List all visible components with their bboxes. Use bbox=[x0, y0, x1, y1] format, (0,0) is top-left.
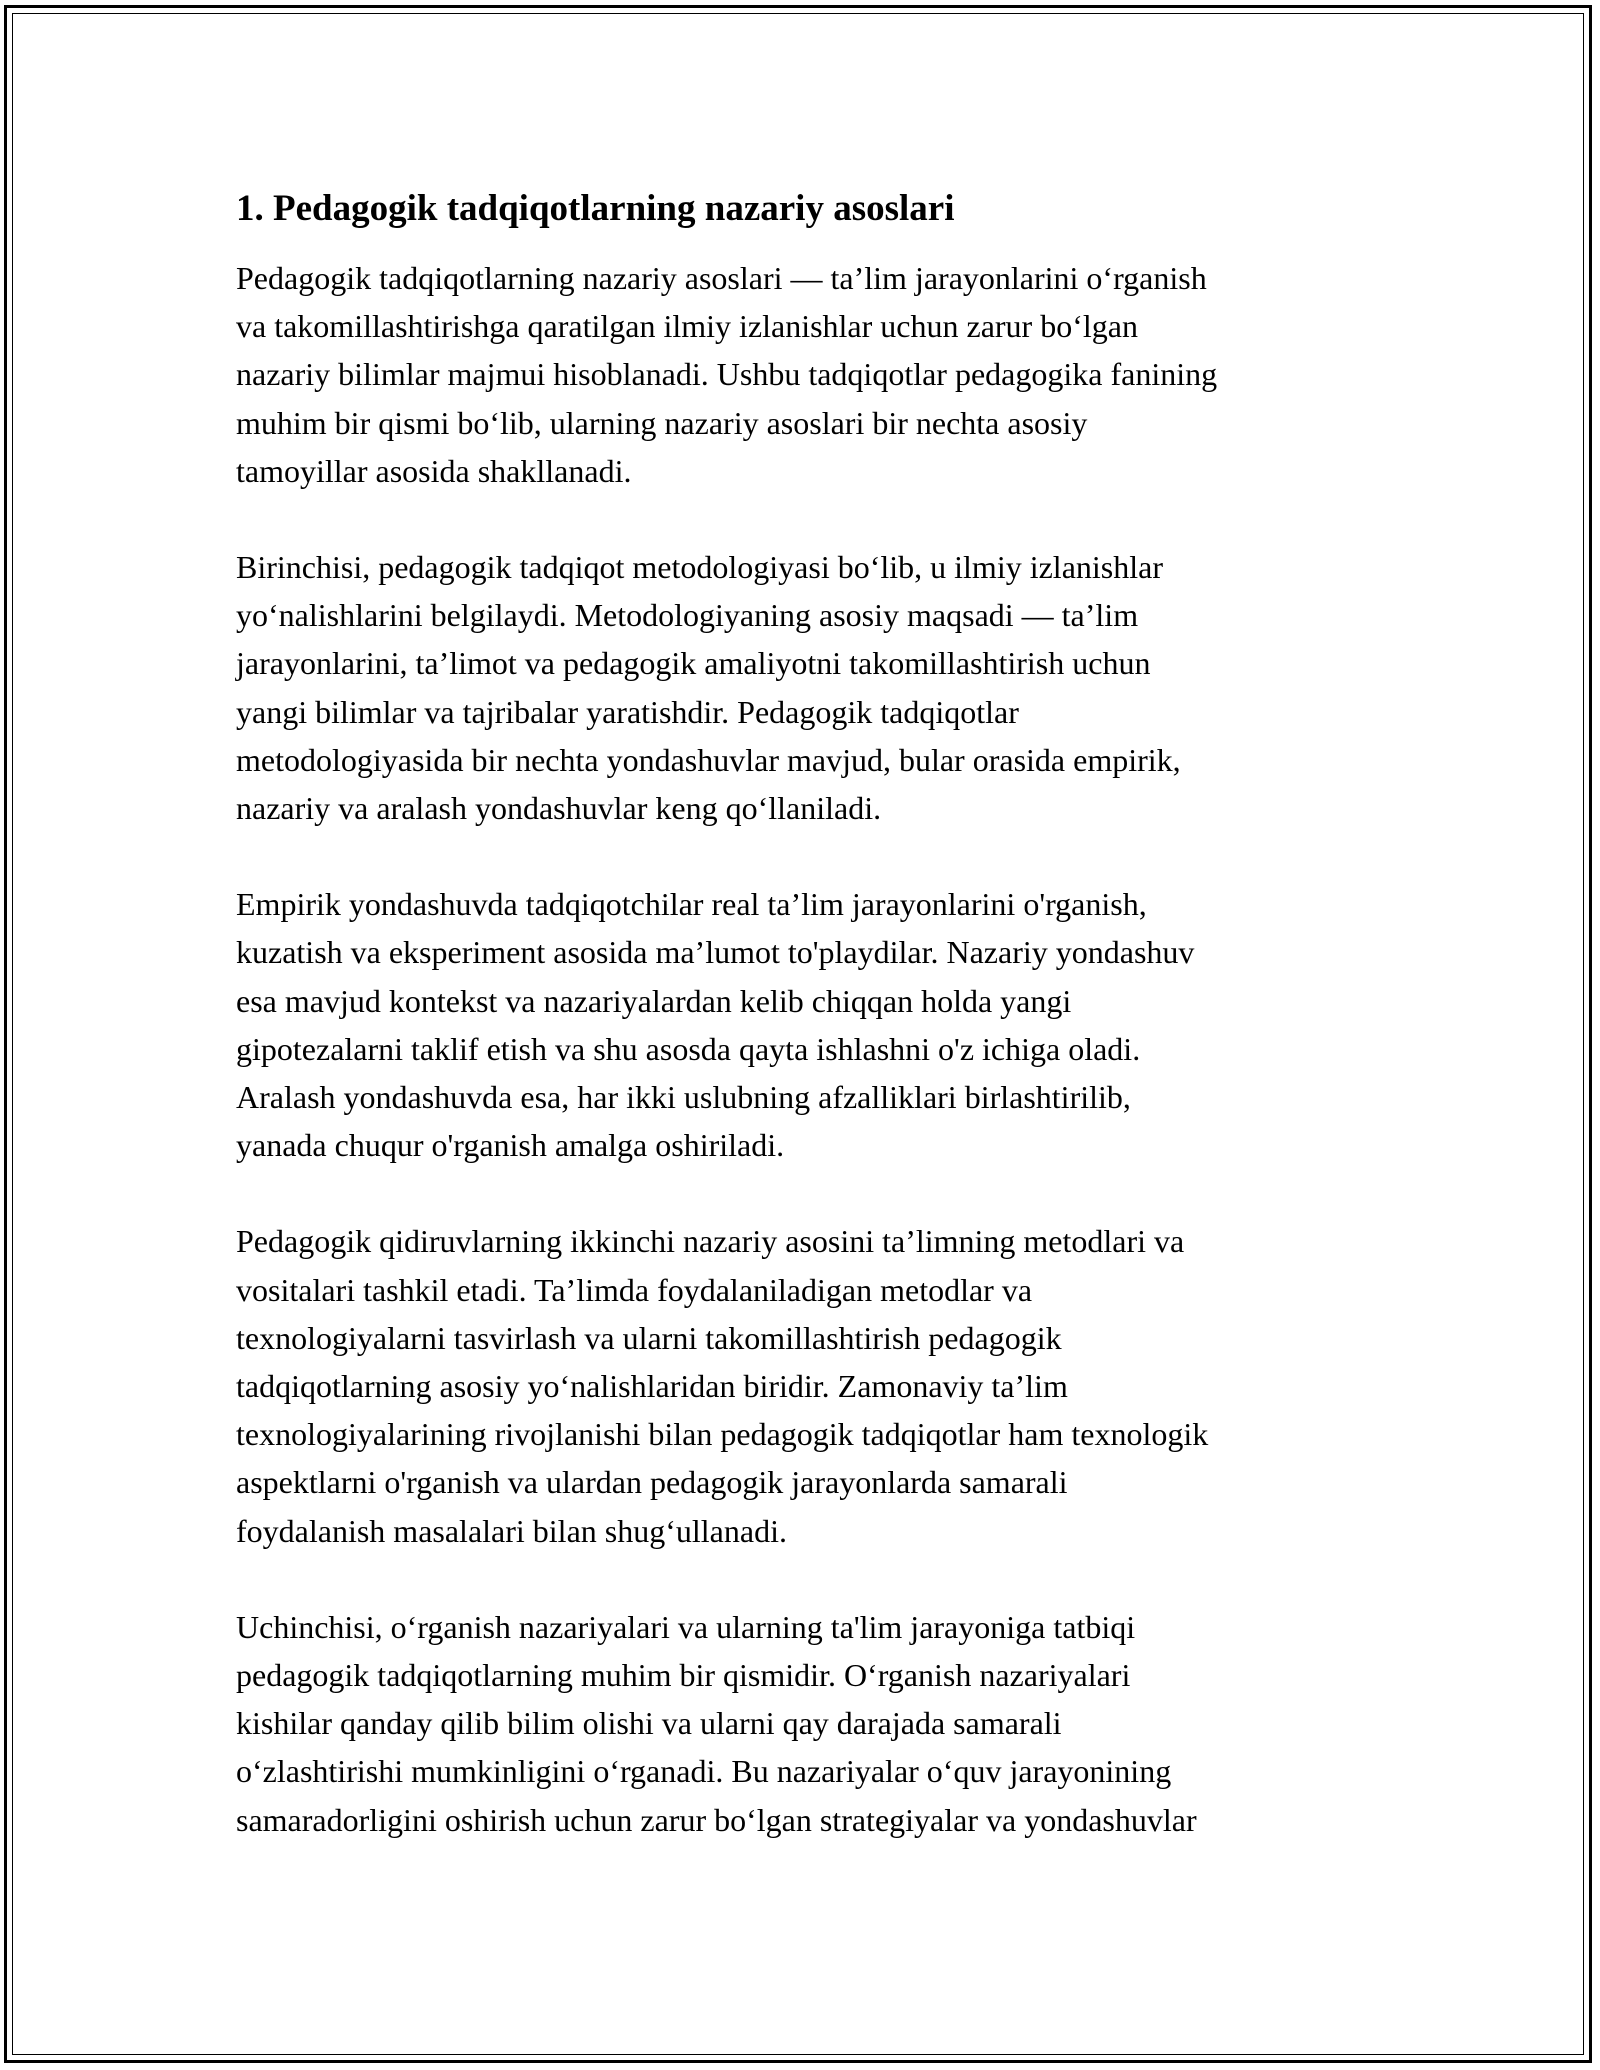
document-body bbox=[236, 185, 1366, 1844]
paragraph-4: Pedagogik qidiruvlarning ikkinchi nazariy asosini ta’limning metodlari va vositalari tashkil etadi. Ta’limda foydalaniladigan metodlar va texnologiyalarni tasvirlash va ularni takomillashtirish pedagogik tadqiqotlarning asosiy yo‘nalishlaridan biridir. Zamonaviy ta’lim texnologiyalarining rivojlanishi bilan pedagogik tadqiqotlar ham texnologik aspektlarni o'rganish va ulardan pedagogik jarayonlarda samarali foydalanish masalalari bilan shug‘ullanadi. bbox=[236, 1223, 1209, 1549]
paragraph-5: Uchinchisi, o‘rganish nazariyalari va ularning ta'lim jarayoniga tatbiqi pedagogik tadqiqotlarning muhim bir qismidir. O‘rganish nazariyalari kishilar qanday qilib bilim olishi va ularni qay darajada samarali o‘zlashtirishi mumkinligini o‘rganadi. Bu nazariyalar o‘quv jarayonining samaradorligini oshirish uchun zarur bo‘lgan strategiyalar va yondashuvlar bbox=[236, 1608, 1197, 1838]
paragraph-gap bbox=[236, 1169, 1366, 1217]
paragraph-gap bbox=[236, 495, 1366, 543]
paragraph-gap bbox=[236, 1555, 1366, 1603]
section-heading: 1. Pedagogik tadqiqotlarning nazariy asoslari bbox=[236, 188, 955, 229]
paragraph-gap bbox=[236, 832, 1366, 880]
paragraph-3: Empirik yondashuvda tadqiqotchilar real ta’lim jarayonlarini o'rganish, kuzatish va eksperiment asosida ma’lumot to'playdilar. Nazariy yondashuv esa mavjud kontekst va nazariyalardan kelib chiqqan holda yangi gipotezalarni taklif etish va shu asosda qayta ishlashni o'z ichiga oladi. Aralash yondashuvda esa, har ikki uslubning afzalliklari birlashtirilib, yanada chuqur o'rganish amalga oshiriladi. bbox=[236, 886, 1195, 1164]
paragraph-2: Birinchisi, pedagogik tadqiqot metodologiyasi bo‘lib, u ilmiy izlanishlar yo‘nalishlarini belgilaydi. Metodologiyaning asosiy maqsadi — ta’lim jarayonlarini, ta’limot va pedagogik amaliyotni takomillashtirish uchun yangi bilimlar va tajribalar yaratishdir. Pedagogik tadqiqotlar metodologiyasida bir nechta yondashuvlar mavjud, bular orasida empirik, nazariy va aralash yondashuvlar keng qo‘llaniladi. bbox=[236, 549, 1181, 827]
paragraph-1: Pedagogik tadqiqotlarning nazariy asoslari — ta’lim jarayonlarini o‘rganish va takomillashtirishga qaratilgan ilmiy izlanishlar uchun zarur bo‘lgan nazariy bilimlar majmui hisoblanadi. Ushbu tadqiqotlar pedagogika fanining muhim bir qismi bo‘lib, ularning nazariy asoslari bir nechta asosiy tamoyillar asosida shakllanadi. bbox=[236, 260, 1218, 489]
